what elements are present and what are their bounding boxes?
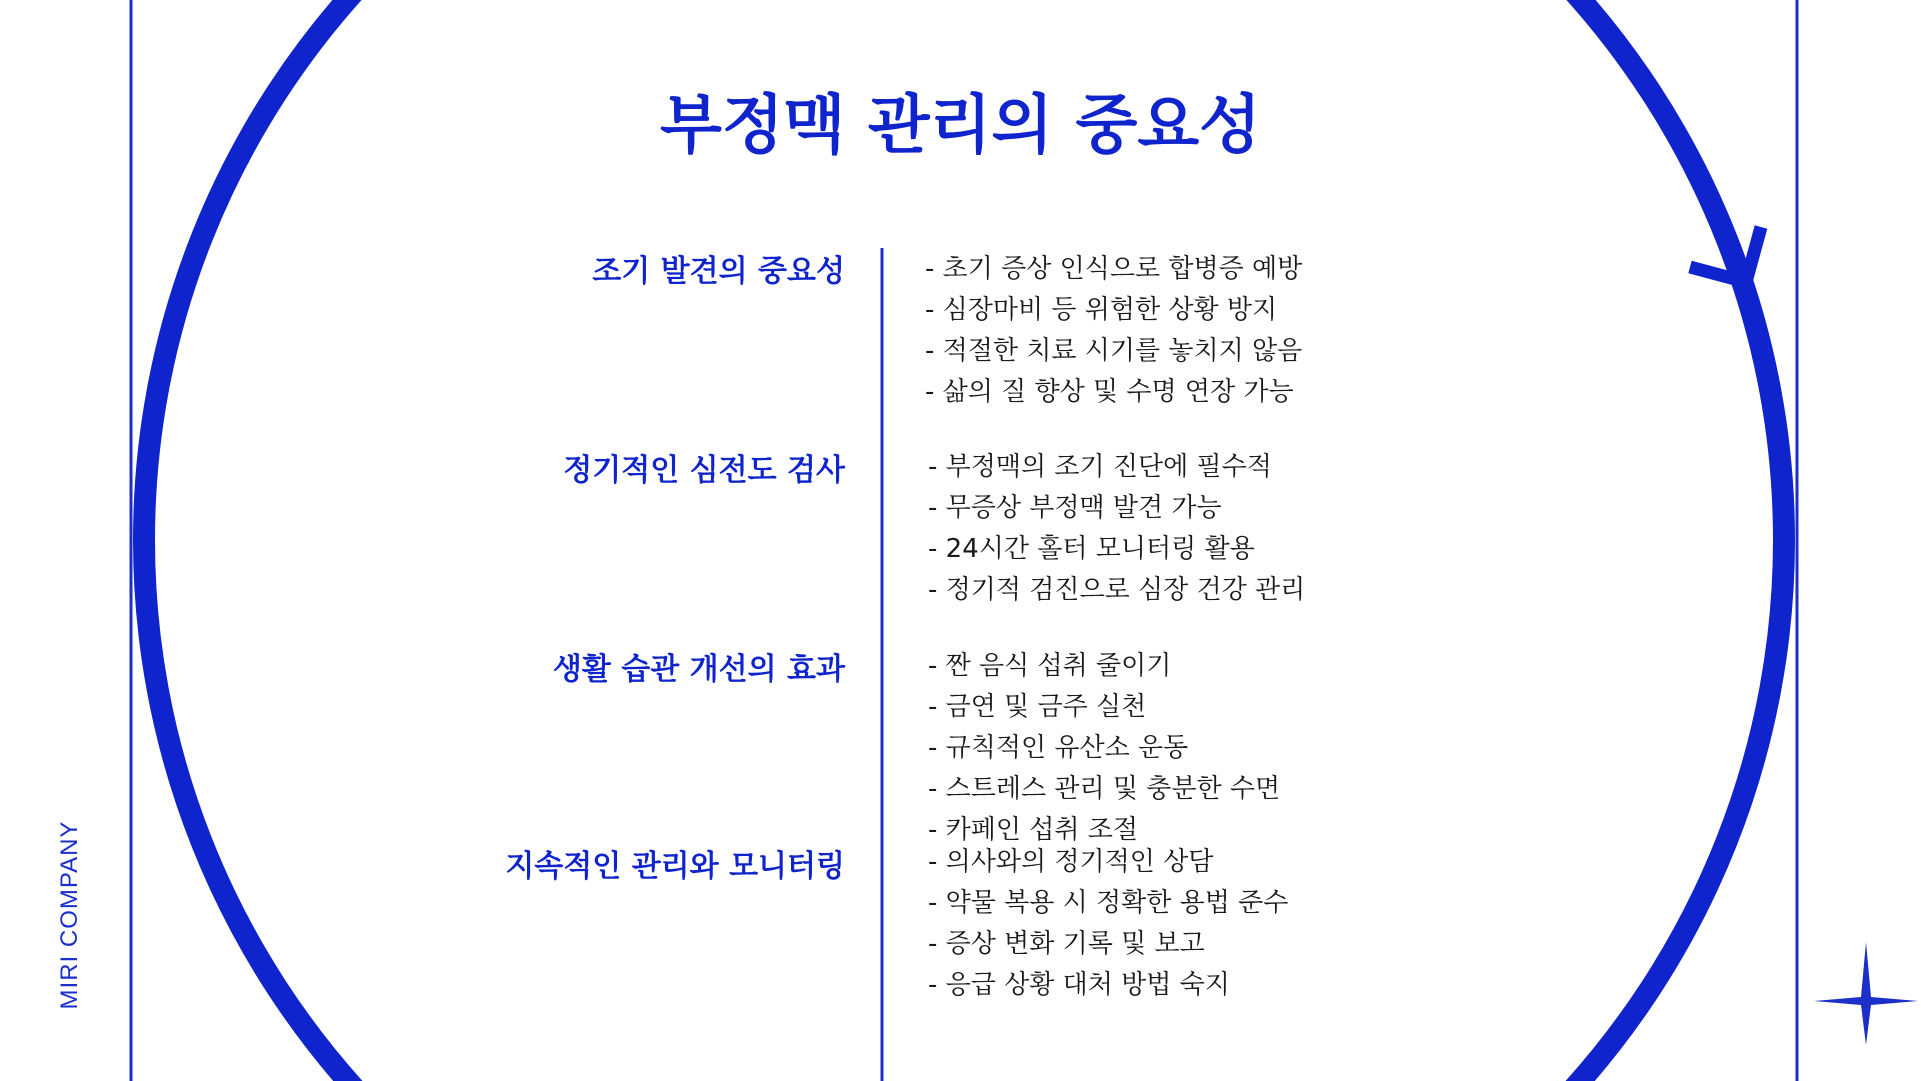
list-item: - 카페인 섭취 조절 <box>928 815 1138 845</box>
section-list-lifestyle <box>928 646 1280 851</box>
list-item: - 초기 증상 인식으로 합병증 예방 <box>925 254 1303 284</box>
list-item: - 삶의 질 향상 및 수명 연장 가능 <box>925 377 1294 407</box>
list-item: - 24시간 홀터 모니터링 활용 <box>928 534 1255 564</box>
list-item: - 의사와의 정기적인 상담 <box>928 847 1214 877</box>
list-item: - 규칙적인 유산소 운동 <box>928 733 1189 763</box>
section-list-monitoring <box>928 842 1288 1006</box>
list-item: - 부정맥의 조기 진단에 필수적 <box>928 452 1272 482</box>
list-item: - 무증상 부정맥 발견 가능 <box>928 493 1222 523</box>
section-list-early-detection <box>925 249 1302 413</box>
section-heading-monitoring: 지속적인 관리와 모니터링 <box>505 849 845 884</box>
list-item: - 금연 및 금주 실천 <box>928 692 1147 722</box>
section-heading-early-detection: 조기 발견의 중요성 <box>592 254 845 289</box>
list-item: - 응급 상황 대처 방법 숙지 <box>928 970 1230 1000</box>
list-item: - 짠 음식 섭취 줄이기 <box>928 651 1172 681</box>
sparkle-star-icon <box>1814 942 1918 1045</box>
brand-name: MIRI COMPANY <box>56 820 83 1010</box>
list-item: - 약물 복용 시 정확한 용법 준수 <box>928 888 1289 918</box>
list-item: - 적절한 치료 시기를 놓치지 않음 <box>925 336 1303 366</box>
list-item: - 스트레스 관리 및 충분한 수면 <box>928 774 1281 804</box>
list-item: - 정기적 검진으로 심장 건강 관리 <box>928 575 1306 605</box>
section-list-ecg-test <box>928 447 1305 611</box>
list-item: - 심장마비 등 위험한 상황 방지 <box>925 295 1278 325</box>
page-title: 부정맥 관리의 중요성 <box>660 89 1261 163</box>
section-heading-ecg-test: 정기적인 심전도 검사 <box>563 453 845 488</box>
section-heading-lifestyle: 생활 습관 개선의 효과 <box>552 652 845 687</box>
list-item: - 증상 변화 기록 및 보고 <box>928 929 1205 959</box>
